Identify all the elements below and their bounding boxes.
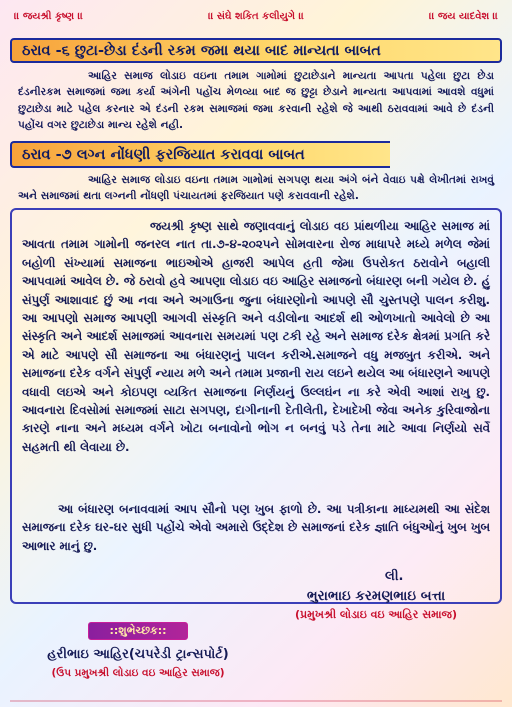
resolution-7-text: આહિર સમાજ લોડાઇ વઇના તમામ ગામોમાં સગપણ થયા અંગે બંને વેવાઇ પક્ષે લેખીતમાં રાખવું અને સમાજમાં થતા લગ્નની નોંધણી પંચાયતમાં ફરજિયાત પણે કરાવવાની રહેશે.: [18, 174, 494, 203]
well-wisher-label: [88, 622, 188, 640]
resolution-6-text: આહિર સમાજ લોડાઇ વઇના તમામ ગામોમાં છુટાછેડાને માન્યતા આપતા પહેલા છુટા છેડા દંડનીરકમ સમાજમાં જમા કર્યા અંગેની પહોંચ મેળવ્યા બાદ જ છુટ્ટા છેડાને માન્યતા આપવામાં આવશે વધુમાં છુટાછેડા માટે પહેલ કરનાર એ દંડની રકમ સમાજમાં જમા કરવાની રહેશે જે આથી ઠરાવવામાં આવે છે દંડની પહોંચ વગર છુટાછેડા માન્ય રહેશે નહી.: [18, 70, 494, 132]
resolution-7-title: ઠરાવ -૭ લગ્ન નોંધણી ફરજિયાત કરાવવા બાબત: [22, 146, 305, 163]
header-strip: [0, 0, 512, 32]
signature-prefix: લી.: [385, 569, 404, 584]
header-left-text: ।। જયશ્રી કૃષ્ણ ।।: [14, 10, 83, 22]
signature-title: (પ્રમુખશ્રી લોડાઇ વઇ આહિર સમાજ): [295, 608, 457, 621]
main-paragraph-2: આ બંધારણ બનાવવામાં આપ સૌનો પણ ખુબ ફાળો છે. આ પત્રીકાના માધ્યમથી આ સંદેશ સમાજના દરેક ઘર-ઘર સુધી પહોંચે એવો અમારો ઉદ્દેશ છે સમાજનાં દરેક જ્ઞાતિ બંધુઓનું ખુબ ખુબ આભાર માનું છુ.: [22, 502, 490, 553]
resolution-6-banner: [10, 38, 502, 63]
well-wisher-title: (ઉપ પ્રમુખશ્રી લોડાઇ વઇ આહિર સમાજ): [51, 667, 225, 679]
resolution-7-banner: [10, 141, 390, 168]
header-center-text: ।। સંઘે શકિત કલીયુગે ।।: [208, 10, 304, 22]
main-paragraph-1: જયશ્રી કૃષ્ણ સાથે જણાવવાનું લોડાઇ વઇ પ્રાંથળીયા આહિર સમાજ માં આવતા તમામ ગામોની જનરલ નાત તા.૭-૪-૨૦૨૫ને સોમવારના રોજ માધાપરે મધ્યે મળેલ જેમાં બહોળી સંખ્યામાં સમાજના ભાઇઓએ હાજરી આપેલ હતી જેમા ઉપરોકત ઠરાવોને બહાલી આપવામાં આવેલ છે. જે ઠરાવો હવે આપણા લોડાઇ વઇ આહિર સમાજનો બંધારણ બની ગયેલ છે. હું સંપુર્ણ આશાવાદ છું આ નવા અને અગાઉના જુના બંધારણોનો આપણે સૌ ચુસ્તપણે પાલન કરીશુ. આ આપણો સમાજ આપણી આગવી સંસ્કૃતિ અને વડીલોના આદર્શ થી ઓળખાતો આવેલો છે આ સંસ્કૃતિ અને આદર્શ સમાજમાં આવનારા સમયમાં પણ ટકી રહે અને સમાજ દરેક ક્ષેત્રમાં પ્રગતિ કરે એ માટે આપણે સૌ સમાજના આ બંધારણનું પાલન કરીએ.સમાજને વધુ મજબુત કરીએ. અને સમાજના દરેક વર્ગને સંપુર્ણ ન્યાય મળે અને તમામ પ્રજાની રાય લઇને થયેલ આ બંધારણને આપણે વધાવી લઇએ અને કોઇપણ વ્યકિત સમાજના નિર્ણયનું ઉલ્લઘંન ના કરે એવી આશાં રાખુ છુ. આવનારા દિવસોમાં સમાજમાં સાટા સગપણ, દાગીનાની દેતીલેતી, દેખાદેખી જેવા અનેક કુરિવાજોના કારણે નાના અને મધ્યમ વર્ગને ખોટા બનાવોનો ભોગ ન બનવું પડે તેના માટે આવા નિર્ણયો સર્વે સહમતી થી લેવાયા છે.: [22, 219, 490, 454]
well-wisher-name: હરીભાઇ આહિર(ચપરેડી ટ્રાન્સપોર્ટ): [47, 647, 229, 662]
bottom-divider: [10, 700, 502, 702]
header-right-text: ।। જય યાદવેશ ।।: [429, 10, 498, 22]
resolution-6-title: ઠરાવ -૬ છુટા-છેડા દંડની રકમ જમા થયા બાદ માન્યતા બાબત: [22, 42, 381, 59]
signature-name: ભુરાભાઇ કરમણભાઇ બત્તા: [306, 588, 446, 604]
well-wisher-label-text: ::શુભેચ્છક::: [109, 624, 167, 637]
